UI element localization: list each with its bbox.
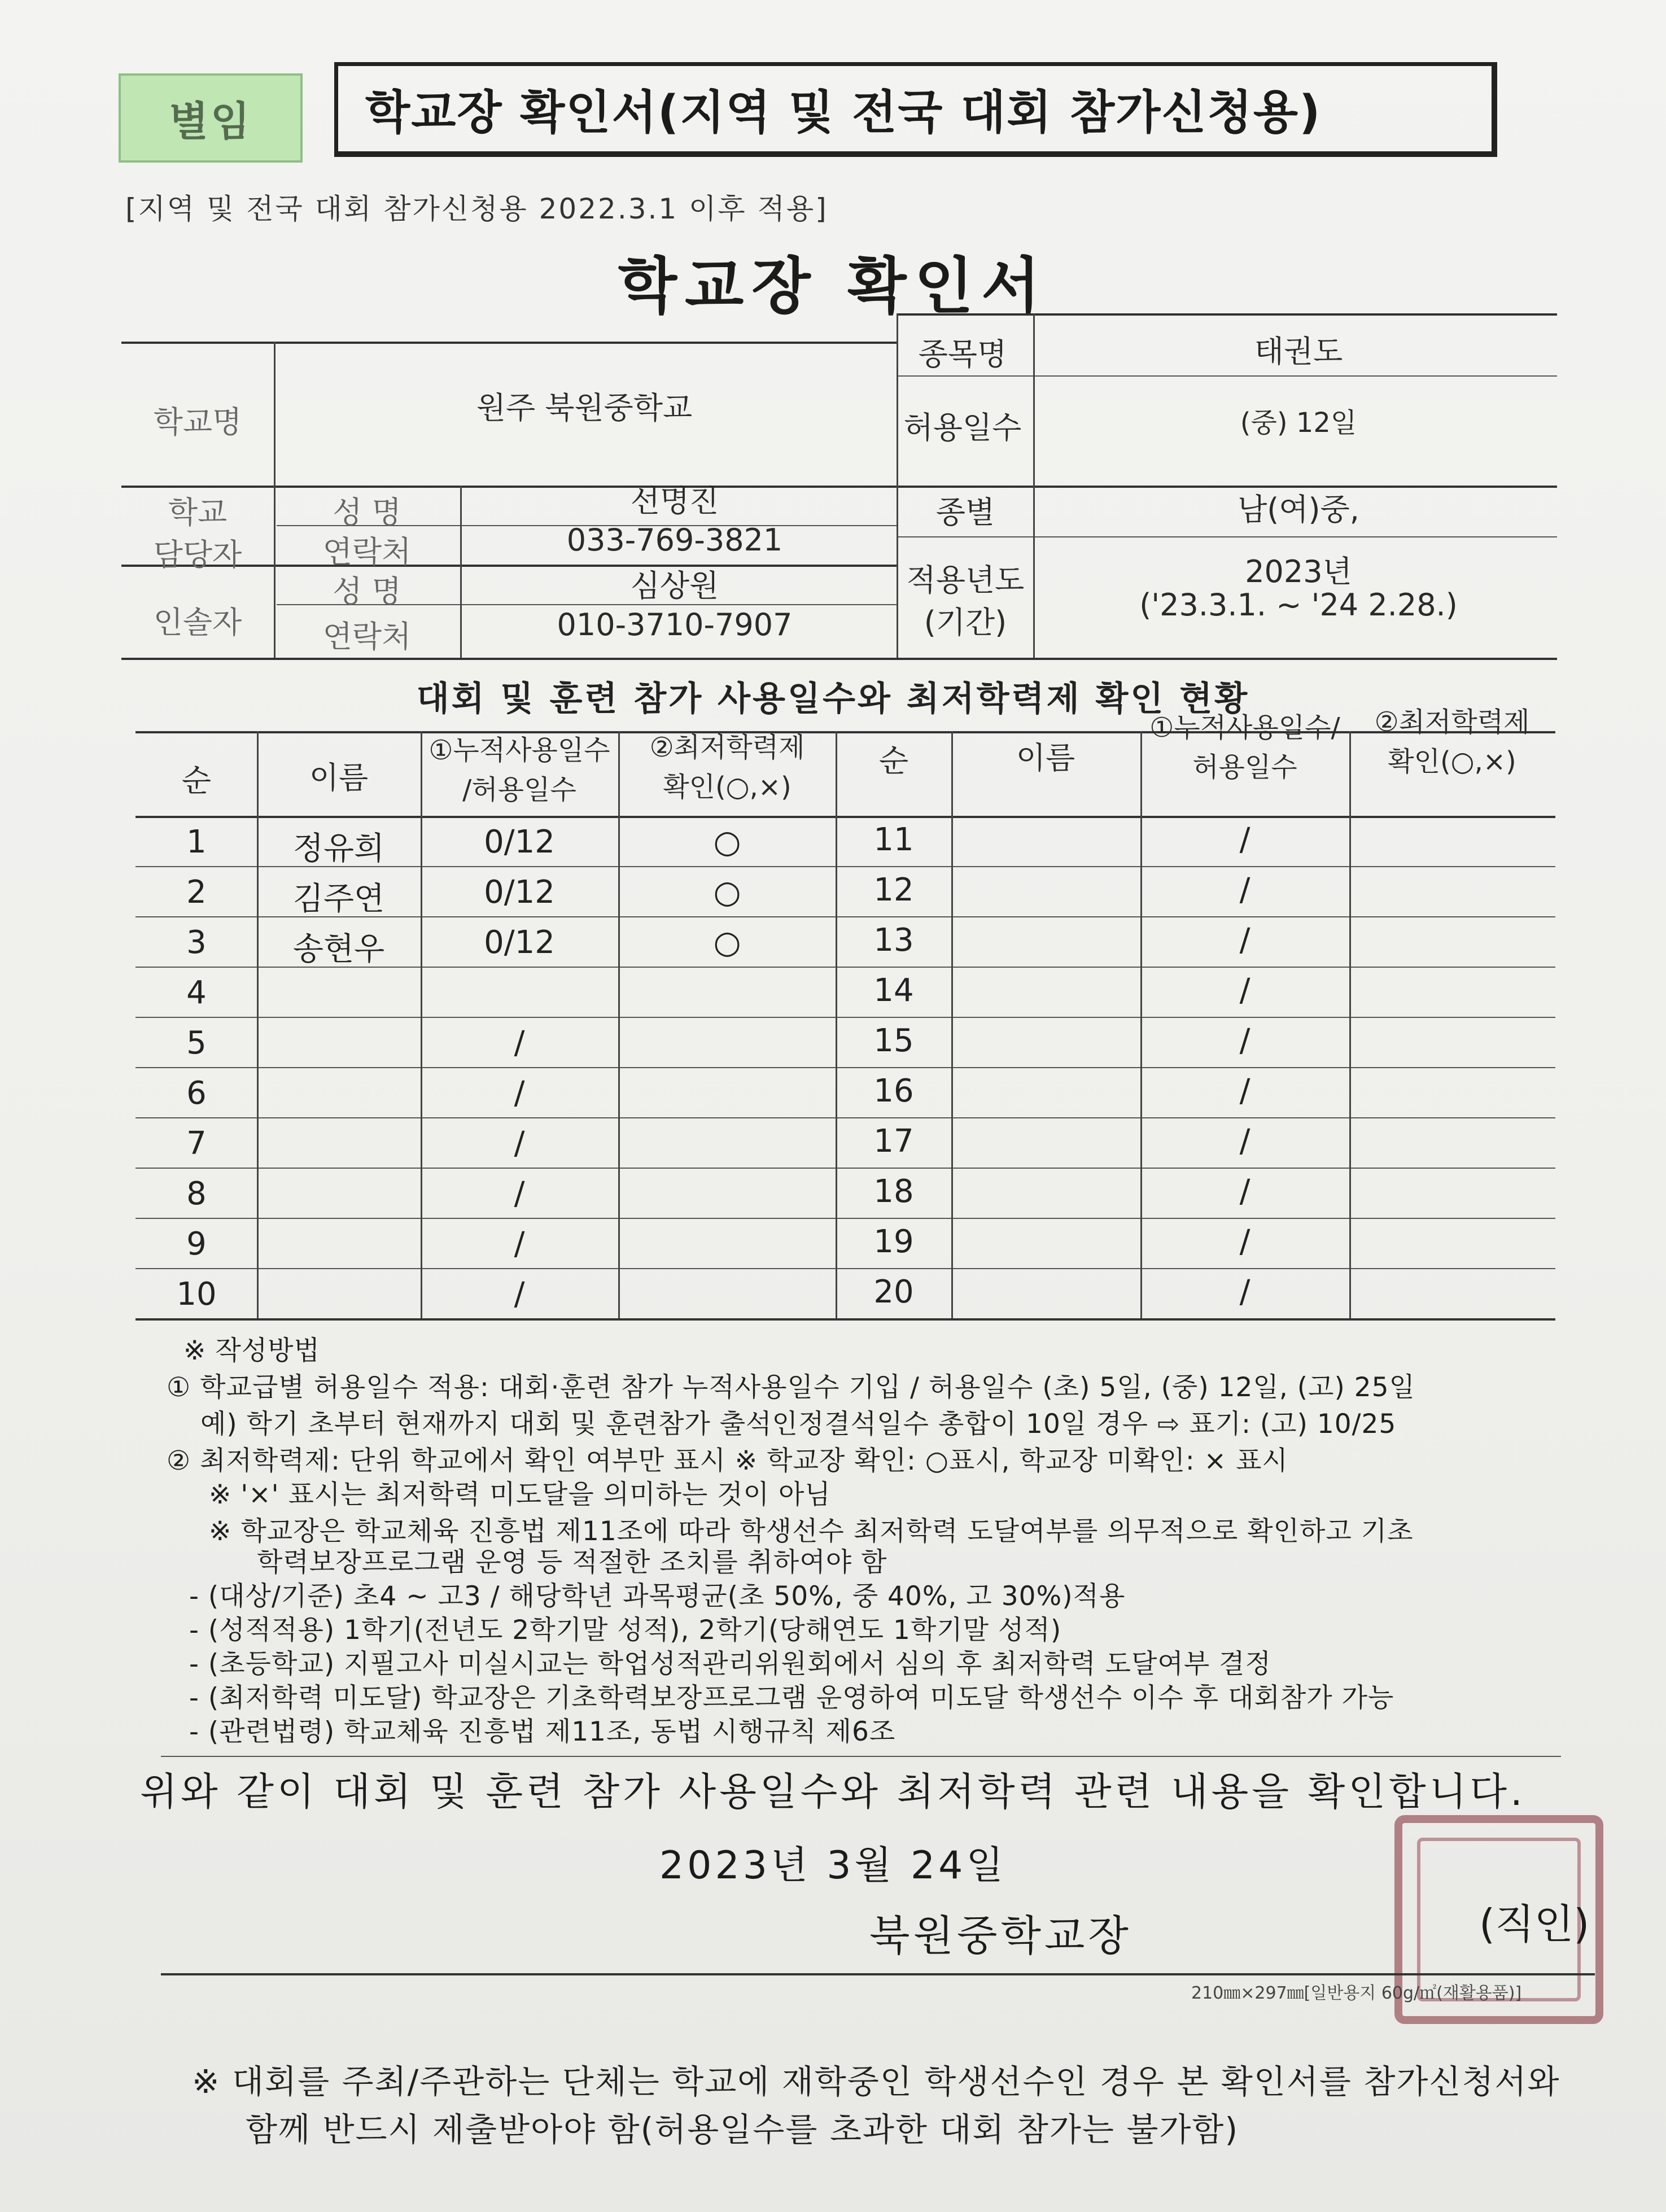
table-rule <box>135 816 1555 818</box>
info-rule <box>897 313 1557 316</box>
leader-contact-label: 연락처 <box>322 619 412 654</box>
col-header-no: 순 <box>181 763 212 798</box>
allowed-days-value: (중) 12일 <box>1240 407 1357 439</box>
year-value: 2023년 <box>1245 554 1352 589</box>
left-row-no: 2 <box>186 874 207 911</box>
table-divider <box>1140 731 1142 1318</box>
table-row-rule <box>135 1168 1555 1169</box>
info-rule <box>897 375 1557 377</box>
left-row-days: 0/12 <box>484 924 555 961</box>
note-4: ※ 학교장은 학교체육 진흥법 제11조에 따라 학생선수 최저학력 도달여부를 의무적으로 확인하고 기초 <box>209 1516 1414 1547</box>
detail-2: - (성적적용) 1학기(전년도 2학기말 성적), 2학기(당해연도 1학기말 성적) <box>189 1615 1062 1646</box>
leader-label: 인솔자 <box>153 605 242 640</box>
table-divider <box>951 731 953 1318</box>
left-row-no: 4 <box>186 974 207 1011</box>
right-row-no: 20 <box>873 1274 914 1310</box>
right-row-days: / <box>1239 872 1250 908</box>
seal-mark-text: (직인) <box>1479 1900 1590 1948</box>
submission-note-1: ※ 대회를 주최/주관하는 단체는 학교에 재학중인 학생선수인 경우 본 확인서를 참가신청서와 <box>192 2062 1560 2101</box>
left-row-days: / <box>514 1226 525 1262</box>
col-header-check-2: 확인(○,×) <box>663 771 792 803</box>
left-row-no: 3 <box>186 924 207 961</box>
issue-date: 2023년 3월 24일 <box>659 1843 1007 1888</box>
staff-phone-value: 033-769-3821 <box>566 522 783 558</box>
note-3: ※ '×' 표시는 최저학력 미도달을 의미하는 것이 아님 <box>209 1479 831 1510</box>
col-header-name: 이름 <box>309 760 369 795</box>
right-row-days: / <box>1239 1274 1250 1310</box>
col-header-check-1: ②최저학력제 <box>649 732 805 763</box>
gender-value: 남(여)중, <box>1238 492 1359 527</box>
info-rule <box>121 658 1557 660</box>
detail-5: - (관련법령) 학교체육 진흥법 제11조, 동법 시행규칙 제6조 <box>189 1716 896 1747</box>
left-row-no: 9 <box>186 1226 207 1262</box>
detail-3: - (초등학교) 지필고사 미실시교는 학업성적관리위원회에서 심의 후 최저학력 도달여부 결정 <box>189 1649 1271 1680</box>
footer-rule <box>161 1973 1595 1975</box>
staff-name-label: 성 명 <box>333 495 401 530</box>
right-row-no: 17 <box>873 1123 914 1160</box>
left-row-no: 10 <box>176 1276 217 1313</box>
note-1: ① 학교급별 허용일수 적용: 대회·훈련 참가 누적사용일수 기입 / 허용일수 (초) 5일, (중) 12일, (고) 25일 <box>167 1372 1415 1403</box>
notes-rule <box>161 1756 1561 1757</box>
leader-phone-value: 010-3710-7907 <box>557 607 793 642</box>
col-header-check-right-1: ②최저학력제 <box>1374 706 1530 738</box>
school-name-value: 원주 북원중학교 <box>476 390 693 426</box>
right-row-no: 16 <box>873 1073 914 1109</box>
right-row-no: 19 <box>873 1223 914 1260</box>
right-row-days: / <box>1239 922 1250 959</box>
school-name-label: 학교명 <box>153 404 242 440</box>
info-rule <box>121 342 897 344</box>
applicability-note: [지역 및 전국 대회 참가신청용 2022.3.1 이후 적용] <box>125 193 828 225</box>
right-row-no: 14 <box>873 972 914 1009</box>
col-header-name-right: 이름 <box>1016 740 1075 776</box>
right-row-days: / <box>1239 1123 1250 1160</box>
left-row-days: / <box>514 1025 525 1061</box>
col-header-days-right-1: ①누적사용일수/ <box>1149 712 1340 744</box>
table-divider <box>618 731 620 1318</box>
left-row-check: ○ <box>713 874 741 911</box>
info-divider <box>460 486 462 658</box>
table-divider <box>1349 731 1351 1318</box>
staff-name-value: 선명진 <box>630 483 719 519</box>
staff-contact-label: 연락처 <box>322 534 412 570</box>
left-row-check: ○ <box>713 824 741 860</box>
left-row-name: 정유희 <box>292 830 385 867</box>
note-4-cont: 학력보장프로그램 운영 등 적절한 조치를 취하여야 함 <box>257 1547 887 1578</box>
note-1-example: 예) 학기 초부터 현재까지 대회 및 훈련참가 출석인정결석일수 총합이 10일 경우 ⇨ 표기: (고) 10/25 <box>200 1409 1397 1440</box>
leader-name-value: 심상원 <box>630 568 719 604</box>
sport-label: 종목명 <box>918 336 1007 372</box>
table-row-rule <box>135 1117 1555 1118</box>
principal-title: 북원중학교장 <box>869 1912 1132 1960</box>
right-row-days: / <box>1239 1173 1250 1210</box>
left-row-check: ○ <box>713 924 741 961</box>
col-header-days-right-2: 허용일수 <box>1192 751 1297 783</box>
stamp-badge: 별임 <box>119 73 303 163</box>
left-row-days: 0/12 <box>484 874 555 911</box>
table-rule <box>135 731 1555 733</box>
page-title: 학교장 확인서 <box>618 251 1048 322</box>
submission-note-2: 함께 반드시 제출받아야 함(허용일수를 초과한 대회 참가는 불가함) <box>246 2110 1239 2149</box>
table-rule <box>135 1318 1555 1321</box>
school-staff-label-1: 학교 <box>168 495 228 530</box>
table-divider <box>836 731 837 1318</box>
table-row-rule <box>135 1268 1555 1269</box>
right-row-no: 13 <box>873 922 914 959</box>
confirmation-text: 위와 같이 대회 및 훈련 참가 사용일수와 최저학력 관련 내용을 확인합니다. <box>140 1770 1526 1815</box>
left-row-days: / <box>514 1075 525 1112</box>
year-label-1: 적용년도 <box>906 562 1025 598</box>
left-row-days: 0/12 <box>484 824 555 860</box>
left-row-no: 7 <box>186 1125 207 1162</box>
allowed-days-label: 허용일수 <box>903 410 1022 445</box>
paper-size-note: 210㎜×297㎜[일반용지 60g/㎡(재활용품)] <box>1191 1983 1522 2003</box>
table-row-rule <box>135 1017 1555 1018</box>
document-header-title: 학교장 확인서(지역 및 전국 대회 참가신청용) <box>334 62 1497 157</box>
info-divider <box>897 313 898 658</box>
left-row-no: 1 <box>186 824 207 860</box>
right-row-no: 11 <box>873 821 914 858</box>
table-divider <box>421 731 422 1318</box>
notes-heading: ※ 작성방법 <box>183 1335 320 1366</box>
table-row-rule <box>135 1067 1555 1068</box>
leader-name-label: 성 명 <box>333 574 401 609</box>
right-row-days: / <box>1239 821 1250 858</box>
left-row-days: / <box>514 1125 525 1162</box>
gender-label: 종별 <box>935 495 995 530</box>
right-row-days: / <box>1239 1073 1250 1109</box>
col-header-no-right: 순 <box>878 743 909 779</box>
detail-1: - (대상/기준) 초4 ~ 고3 / 해당학년 과목평균(초 50%, 중 40%, 고 30%)적용 <box>189 1581 1126 1612</box>
left-row-days: / <box>514 1276 525 1313</box>
col-header-days-1: ①누적사용일수 <box>428 735 610 766</box>
left-row-name: 김주연 <box>292 881 385 917</box>
note-2: ② 최저학력제: 단위 학교에서 확인 여부만 표시 ※ 학교장 확인: ○표시, 학교장 미확인: × 표시 <box>167 1445 1288 1476</box>
right-row-days: / <box>1239 1022 1250 1059</box>
table-divider <box>257 731 259 1318</box>
right-row-days: / <box>1239 972 1250 1009</box>
info-divider <box>1033 313 1035 658</box>
right-row-no: 15 <box>873 1022 914 1059</box>
left-row-no: 6 <box>186 1075 207 1112</box>
col-header-days-2: /허용일수 <box>462 774 576 806</box>
period-value: ('23.3.1. ~ '24 2.28.) <box>1139 587 1458 623</box>
sport-value: 태권도 <box>1254 334 1343 369</box>
info-divider <box>274 342 276 658</box>
left-row-name: 송현우 <box>292 931 385 968</box>
info-rule <box>897 536 1557 537</box>
left-row-no: 8 <box>186 1175 207 1212</box>
table-row-rule <box>135 1218 1555 1219</box>
col-header-check-right-2: 확인(○,×) <box>1388 746 1516 777</box>
usage-table-title: 대회 및 훈련 참가 사용일수와 최저학력제 확인 현황 <box>416 679 1250 719</box>
right-row-no: 18 <box>873 1173 914 1210</box>
left-row-days: / <box>514 1175 525 1212</box>
left-row-no: 5 <box>186 1025 207 1061</box>
school-staff-label-2: 담당자 <box>153 537 242 572</box>
year-label-2: (기간) <box>924 605 1007 640</box>
right-row-days: / <box>1239 1223 1250 1260</box>
detail-4: - (최저학력 미도달) 학교장은 기초학력보장프로그램 운영하여 미도달 학생선수 이수 후 대회참가 가능 <box>189 1682 1394 1713</box>
right-row-no: 12 <box>873 872 914 908</box>
